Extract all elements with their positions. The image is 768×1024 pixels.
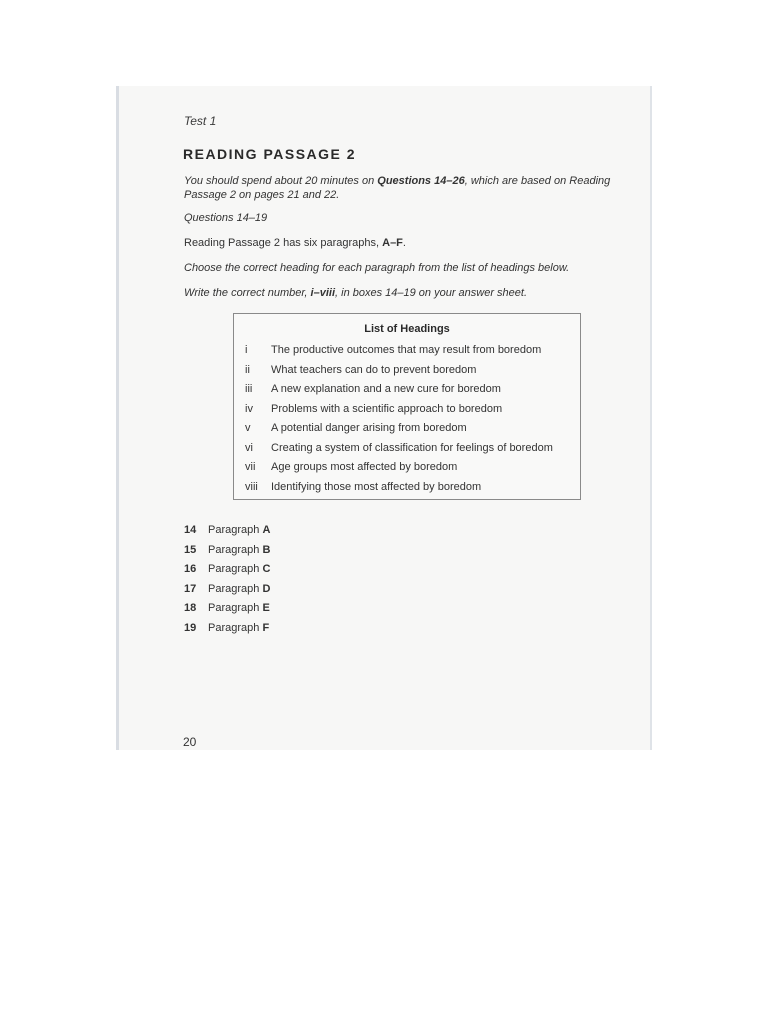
question-number: 18 bbox=[184, 602, 197, 614]
choose-instruction: Choose the correct heading for each paragraph from the list of headings below. bbox=[184, 262, 570, 274]
heading-text: A new explanation and a new cure for boredom bbox=[271, 383, 501, 395]
paragraph-label bbox=[208, 524, 270, 536]
heading-number: vi bbox=[245, 441, 253, 454]
paragraph-word: Paragraph bbox=[208, 543, 263, 556]
heading-item bbox=[234, 442, 580, 458]
heading-number: ii bbox=[245, 363, 250, 376]
paragraph-letter: F bbox=[262, 621, 270, 634]
passage-info-suffix: . bbox=[402, 237, 406, 249]
list-of-headings-title: List of Headings bbox=[364, 323, 450, 335]
write-instruction-range: i–viii bbox=[310, 287, 336, 299]
paragraph-letter: A bbox=[262, 524, 271, 536]
heading-text: A potential danger arising from boredom bbox=[271, 422, 467, 434]
question-number: 16 bbox=[184, 563, 197, 575]
write-instruction-prefix: Write the correct number, bbox=[184, 287, 311, 299]
list-of-headings-box bbox=[233, 313, 581, 500]
heading-text: Creating a system of classification for feelings of boredom bbox=[271, 441, 553, 454]
paragraph-word: Paragraph bbox=[208, 524, 263, 536]
time-instruction-part2: , which are based on Reading Passage 2 on pages 21 and 22. bbox=[184, 175, 611, 201]
heading-item bbox=[234, 344, 580, 360]
heading-number: v bbox=[245, 422, 251, 434]
paragraph-word: Paragraph bbox=[208, 602, 263, 614]
heading-text: Identifying those most affected by boredom bbox=[271, 480, 482, 493]
question-number: 14 bbox=[184, 524, 197, 536]
heading-item bbox=[234, 422, 580, 438]
time-instruction-part1: You should spend about 20 minutes on bbox=[184, 175, 378, 187]
test-label: Test 1 bbox=[184, 114, 217, 128]
paragraph-label bbox=[208, 583, 270, 595]
heading-item bbox=[234, 461, 580, 477]
heading-text: The productive outcomes that may result from boredom bbox=[271, 344, 542, 356]
heading-item bbox=[234, 383, 580, 399]
passage-info-prefix: Reading Passage 2 has six paragraphs, bbox=[184, 237, 383, 249]
heading-number: vii bbox=[245, 461, 256, 473]
time-instruction-questions: Questions 14–26 bbox=[377, 175, 465, 187]
write-instruction-suffix: , in boxes 14–19 on your answer sheet. bbox=[335, 287, 528, 299]
heading-number: iv bbox=[245, 402, 253, 415]
heading-text: Problems with a scientific approach to boredom bbox=[271, 402, 503, 415]
paragraph-label bbox=[208, 602, 270, 614]
heading-item bbox=[234, 403, 580, 419]
heading-text: What teachers can do to prevent boredom bbox=[271, 363, 477, 376]
paragraph-label bbox=[208, 544, 270, 556]
paragraph-letter: D bbox=[262, 582, 271, 595]
paragraph-label bbox=[208, 622, 269, 634]
paragraph-label bbox=[208, 563, 270, 575]
paragraph-letter: C bbox=[262, 563, 271, 575]
heading-item bbox=[234, 481, 580, 497]
paragraph-word: Paragraph bbox=[208, 582, 263, 595]
passage-info bbox=[184, 237, 406, 249]
question-number: 17 bbox=[184, 582, 197, 595]
heading-text: Age groups most affected by boredom bbox=[271, 461, 458, 473]
question-range: Questions 14–19 bbox=[184, 212, 268, 224]
heading-number: viii bbox=[245, 480, 258, 493]
paragraph-letter: B bbox=[262, 543, 271, 556]
question-number: 15 bbox=[184, 543, 197, 556]
time-instruction bbox=[184, 174, 634, 202]
page-number: 20 bbox=[183, 735, 197, 749]
write-instruction bbox=[184, 287, 527, 299]
heading-number: i bbox=[245, 344, 248, 356]
passage-title: READING PASSAGE 2 bbox=[183, 146, 357, 162]
heading-number: iii bbox=[245, 383, 253, 395]
question-number: 19 bbox=[184, 621, 197, 634]
paragraph-word: Paragraph bbox=[208, 563, 263, 575]
heading-item bbox=[234, 364, 580, 380]
paragraph-word: Paragraph bbox=[208, 621, 263, 634]
passage-info-range: A–F bbox=[382, 237, 403, 249]
paragraph-letter: E bbox=[262, 602, 270, 614]
